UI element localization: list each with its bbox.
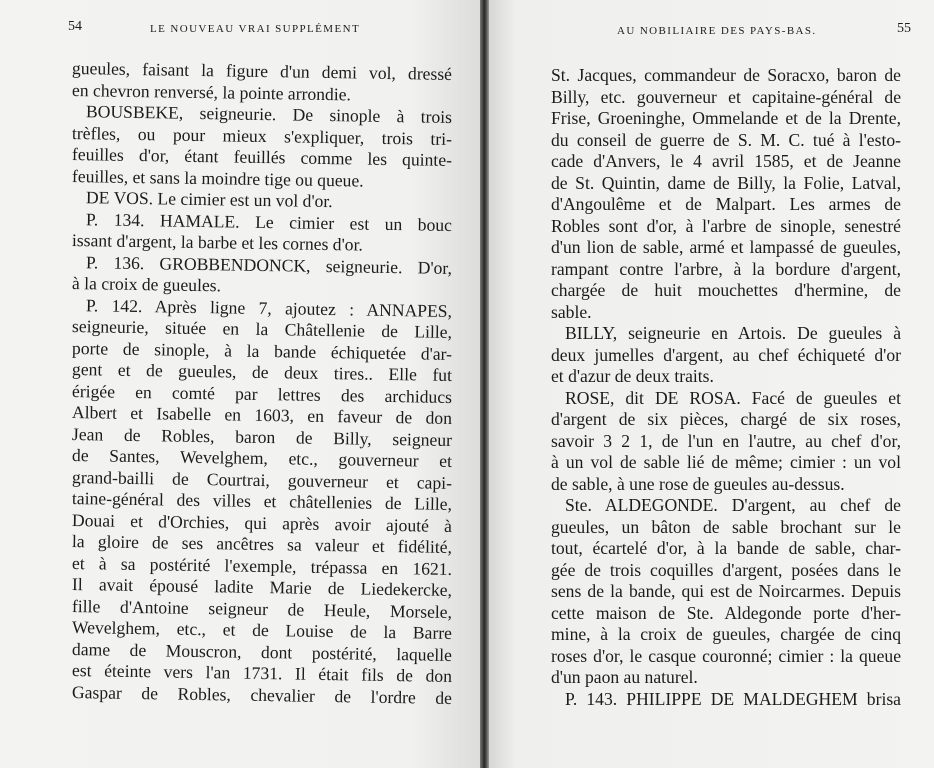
text-line: DE VOS. Le cimier est un vol d'or. (85, 187, 333, 212)
text-line: roses d'or, le casque couronné; cimier : la queue (551, 645, 901, 666)
running-title: AU NOBILIAIRE DES PAYS-BAS. (617, 25, 817, 37)
right-page-text (551, 65, 901, 710)
text-line: de St. Quintin, dame de Billy, la Folie, Latval, (551, 172, 901, 193)
text-line: érigée en comté par lettres des archiducs (71, 380, 453, 407)
text-line: Billy, etc. gouverneur et capitaine-général de (551, 86, 901, 107)
text-line: feuilles d'or, étant feuillés comme les quinte- (71, 144, 453, 170)
text-line: P. 143. PHILIPPE DE MALDEGHEM brisa (565, 688, 901, 709)
text-line: issant d'argent, la barbe et les cornes d'or. (71, 230, 363, 255)
text-line: gée de trois coquilles d'argent, posées dans le (551, 559, 901, 580)
text-line: Frise, Groeninghe, Ommelande et de la Drente, (551, 108, 901, 128)
text-line: deux jumelles d'argent, au chef échiqueté d'or (551, 344, 901, 365)
text-line: Wevelghem, etc., et de Louise de la Barre (71, 617, 453, 643)
text-line: d'Angoulême et de Malpart. Les armes de (551, 194, 901, 214)
text-line: St. Jacques, commandeur de Soracxo, baron de (551, 65, 901, 85)
book-gutter (480, 0, 489, 768)
text-line: sable. (551, 301, 592, 322)
right-page-header (549, 22, 911, 42)
page-number: 54 (68, 19, 82, 34)
text-line: grand-bailli de Courtrai, gouverneur et capi- (71, 466, 453, 493)
text-line: Douai et d'Orchies, qui après avoir ajouté à (71, 509, 453, 536)
text-line: Il avait épousé ladite Marie de Liedekercke, (71, 574, 453, 600)
text-line: savoir 3 2 1, de l'un en l'autre, au chef d'or, (551, 430, 901, 451)
text-line: de sable, à une rose de gueules au-dessus. (551, 473, 845, 494)
text-line: gueules, faisant la figure d'un demi vol, dressé (71, 58, 453, 84)
text-line: P. 134. HAMALE. Le cimier est un bouc (85, 208, 453, 235)
text-line: feuilles, et sans la moindre tige ou queue. (71, 165, 364, 191)
text-line: ROSE, dit DE ROSA. Facé de gueules et (565, 387, 901, 408)
text-line: P. 142. Après ligne 7, ajoutez : ANNAPES, (85, 294, 453, 321)
text-line: mine, à la croix de gueules, chargée de cinq (551, 624, 901, 644)
text-line: rampant contre l'arbre, à la bordure d'argent, (551, 258, 901, 279)
text-line: et à sa postérité l'exemple, trépassa en 1621. (71, 552, 453, 579)
text-line: P. 136. GROBBENDONCK, seigneurie. D'or, (85, 251, 453, 278)
text-line: Albert et Isabelle en 1603, en faveur de don (71, 402, 453, 428)
left-page-header (68, 19, 458, 42)
text-line: cade d'Anvers, le 4 avril 1585, et de Jeanne (551, 151, 901, 171)
right-page (489, 0, 934, 768)
text-line: à la croix de gueules. (71, 273, 222, 296)
text-line: gent et de gueules, de deux tires.. Elle fut (71, 359, 453, 385)
text-line: fille d'Antoine seigneur de Heule, Morsele, (71, 595, 453, 622)
text-line: gueules, un bâton de sable brochant sur le (551, 516, 901, 537)
text-line: à un vol de sable lié de même; cimier : un vol (551, 452, 901, 472)
text-line: Robles sont d'or, à l'arbre de sinople, senestré (551, 215, 901, 236)
text-line: taine-général des villes et châtellenies de Lille, (71, 488, 453, 514)
text-line: du conseil de guerre de S. M. C. tué à l'esto- (551, 129, 901, 150)
text-line: tout, écartelé d'or, à la bande de sable, char- (551, 538, 901, 558)
text-line: est éteinte vers l'an 1731. Il était fils de don (71, 660, 453, 686)
text-line: Ste. ALDEGONDE. D'argent, au chef de (565, 495, 901, 515)
text-line: dame de Mouscron, dont postérité, laquelle (71, 638, 453, 665)
page-number: 55 (897, 21, 911, 36)
text-line: d'un paon au naturel. (551, 667, 698, 687)
text-line: d'argent de six pièces, chargé de six roses, (551, 409, 901, 429)
text-line: Gaspar de Robles, chevalier de l'ordre de (71, 681, 453, 708)
left-page-text (71, 58, 453, 708)
text-line: porte de sinople, à la bande échiquetée d'ar- (71, 337, 453, 364)
text-line: en chevron renversé, la pointe arrondie. (71, 79, 352, 104)
text-line: trèfles, ou pour mieux s'expliquer, trois tri- (71, 122, 453, 149)
text-line: la gloire de ses ancêtres sa valeur et fidélité, (71, 531, 453, 557)
text-line: chargée de huit mouchettes d'hermine, de (551, 280, 901, 300)
text-line: d'un lion de sable, armé et lampassé de gueules, (551, 237, 901, 257)
running-title: LE NOUVEAU VRAI SUPPLÉMENT (150, 23, 361, 35)
text-line: et d'azur de deux traits. (551, 366, 714, 386)
text-line: Jean de Robles, baron de Billy, seigneur (71, 423, 453, 450)
text-line: cette maison de Ste. Aldegonde porte d'her- (551, 602, 901, 623)
text-line: BILLY, seigneurie en Artois. De gueules à (565, 323, 901, 343)
text-line: BOUSBEKE, seigneurie. De sinople à trois (85, 101, 453, 127)
text-line: sens de la bande, qui est de Noircarmes. Depuis (551, 581, 901, 601)
text-line: de Santes, Wevelghem, etc., gouverneur et (71, 445, 453, 471)
text-line: seigneurie, située en la Châtellenie de Lille, (71, 316, 453, 342)
